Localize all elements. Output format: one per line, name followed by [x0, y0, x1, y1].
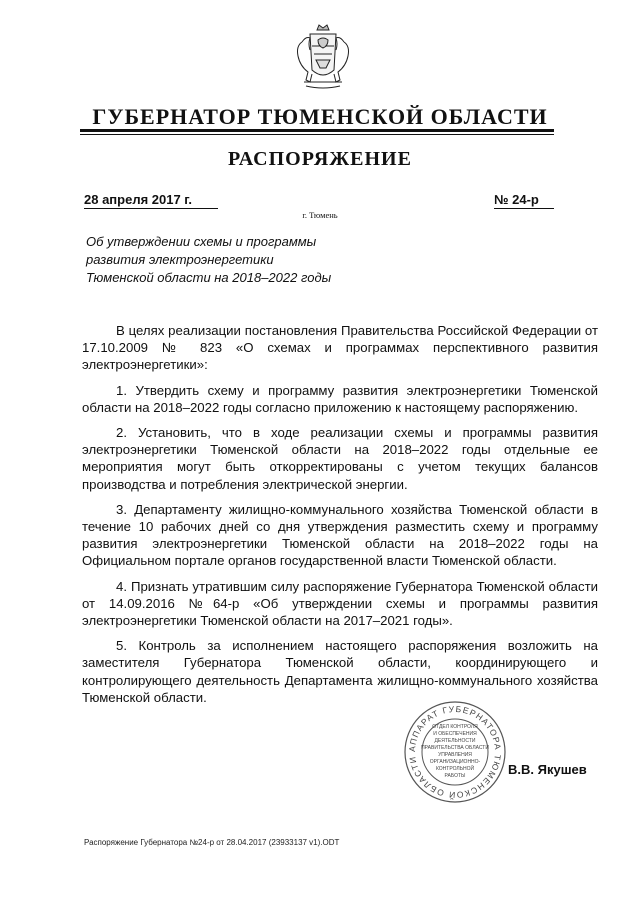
seal-line: УПРАВЛЕНИЯ — [438, 752, 472, 758]
clause-paragraph: 5. Контроль за исполнением настоящего распоряжения возложить на заместителя Губернатора Тюменской области, координирующего и контролирующего деятельность Департамента жилищно-коммунального хозяйства Тюменской области. — [82, 638, 598, 705]
clause-paragraph: 1. Утвердить схему и программу развития электроэнергетики Тюменской области на 2018–2022 годы согласно приложению к настоящему распоряжению. — [82, 382, 598, 415]
document-body — [82, 322, 598, 714]
seal-line: И ОБЕСПЕЧЕНИЯ — [433, 731, 477, 737]
seal-line: ДЕЯТЕЛЬНОСТИ — [434, 738, 476, 744]
seal-line: РАБОТЫ — [444, 773, 466, 779]
clause-paragraph: 4. Признать утратившим силу распоряжение Губернатора Тюменской области от 14.09.2016 №64-р «Об утверждении схемы и программы развития электроэнергетики Тюменской области на 2017–2021 годы». — [82, 578, 598, 629]
official-seal — [403, 700, 507, 804]
document-type: РАСПОРЯЖЕНИЕ — [228, 148, 412, 170]
coat-of-arms-icon — [288, 22, 358, 92]
clause-paragraph: 3. Департаменту жилищно-коммунального хозяйства Тюменской области в течение 10 рабочих дней со дня утверждения разместить схему и программу развития электроэнергетики Тюменской области на 2018–2022 годы на Официальном портале органов государственной власти Тюменской области. — [82, 501, 598, 569]
subject-line: Тюменской области на 2018–2022 годы — [86, 270, 332, 285]
document-date: 28 апреля 2017 г. — [84, 192, 218, 209]
subject-line: развития электроэнергетики — [86, 252, 274, 267]
document-footer: Распоряжение Губернатора №24-р от 28.04.2017 (23933137 v1).ODT — [84, 838, 340, 847]
subject-line: Об утверждении схемы и программы — [86, 234, 317, 249]
preamble-paragraph: В целях реализации постановления Правительства Российской Федерации от 17.10.2009 № 823 «О схемах и программах перспективного развития электроэнергетики»: — [82, 323, 598, 373]
document-subject — [86, 233, 386, 287]
document-city: г. Тюмень — [302, 210, 338, 220]
header-rule-thin — [80, 134, 554, 135]
header-rule-thick — [80, 129, 554, 132]
clause-paragraph: 2. Установить, что в ходе реализации схемы и программы развития электроэнергетики Тюменской области на 2018–2022 годы отдельные ее мероприятия могут быть откорректированы с учетом текущих балансов производства и потребления электрической энергии. — [82, 425, 598, 492]
signer-name: В.В. Якушев — [508, 762, 587, 777]
seal-line: ОРГАНИЗАЦИОННО- — [429, 759, 481, 765]
seal-line: ОТДЕЛ КОНТРОЛЯ — [432, 724, 478, 730]
seal-ring-text: АППАРАТ ГУБЕРНАТОРА ТЮМЕНСКОЙ ОБЛАСТИ — [406, 703, 504, 801]
document-number: № 24-р — [494, 192, 554, 209]
seal-line: КОНТРОЛЬНОЙ — [435, 766, 475, 772]
governor-title: ГУБЕРНАТОР ТЮМЕНСКОЙ ОБЛАСТИ — [92, 104, 548, 129]
seal-line: ПРАВИТЕЛЬСТВА ОБЛАСТИ — [421, 745, 489, 751]
